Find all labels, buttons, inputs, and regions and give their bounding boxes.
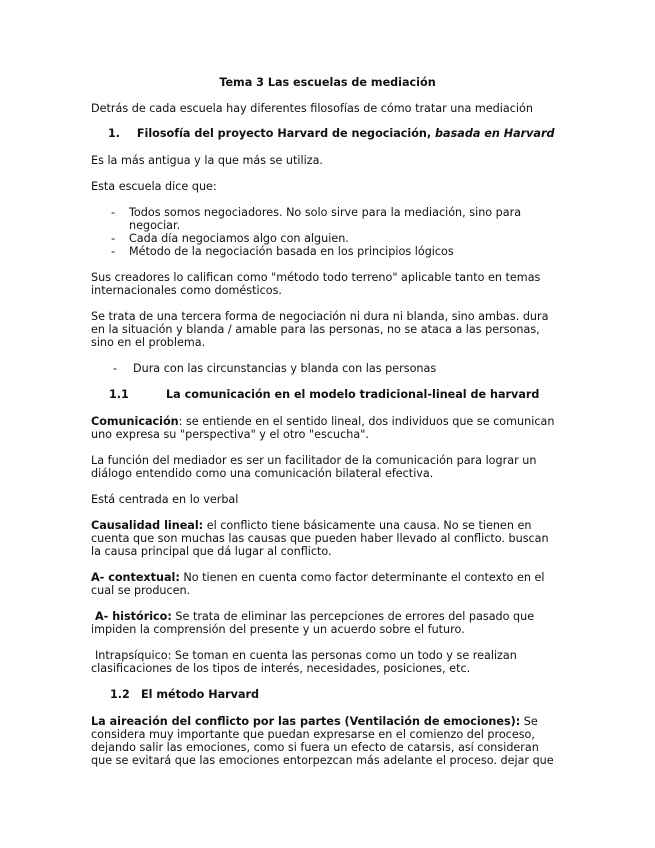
acontextual-line2: cual se producen. xyxy=(91,584,191,597)
section-1-1-number: 1.1 xyxy=(109,388,129,401)
funcion-line1: La función del mediador es ser un facilitador de la comunicación para lograr un xyxy=(91,454,537,467)
paragraph-tercera-line3: sino en el problema. xyxy=(91,336,206,349)
ahistorico-line2: impiden la comprensión del presente y un acuerdo sobre el futuro. xyxy=(91,623,465,636)
ahistorico-label: A- histórico: xyxy=(95,610,172,623)
causalidad-line2: cuenta que son muchas las causas que pueden haber llevado al conflicto. buscan xyxy=(91,532,549,545)
acontextual-label: A- contextual: xyxy=(91,571,180,584)
bullet-item-3: Método de la negociación basada en los principios lógicos xyxy=(129,245,454,258)
causalidad-line3: la causa principal que dá lugar al conflicto. xyxy=(91,545,332,558)
bullet-dash: - xyxy=(111,206,116,219)
paragraph-escuela: Esta escuela dice que: xyxy=(91,180,217,193)
paragraph-antigua: Es la más antigua y la que más se utiliza. xyxy=(91,154,323,167)
causalidad-label: Causalidad lineal: xyxy=(91,519,204,532)
causalidad-text: el conflicto tiene básicamente una causa. No se tienen en xyxy=(203,519,532,532)
ahistorico-text: Se trata de eliminar las percepciones de errores del pasado que xyxy=(171,610,535,623)
paragraph-tercera-line1: Se trata de una tercera forma de negociación ni dura ni blanda, sino ambas. dura xyxy=(91,310,549,323)
bullet-dash: - xyxy=(111,245,116,258)
aireacion-label: La aireación del conflicto por las partes (Ventilación de emociones): xyxy=(91,715,521,728)
section-1-1-title: La comunicación en el modelo tradicional-lineal de harvard xyxy=(166,388,540,401)
aireacion-text: Se xyxy=(520,715,538,728)
intrapsiquico-line2: clasificaciones de los tipos de interés, necesidades, posiciones, etc. xyxy=(91,662,471,675)
comunicacion-line2: uno expresa su "perspectiva" y el otro "escucha". xyxy=(91,428,369,441)
paragraph-creadores-line1: Sus creadores lo califican como "método todo terreno" aplicable tanto en temas xyxy=(91,271,541,284)
bullet-item-1-line1: Todos somos negociadores. No solo sirve para la mediación, sino para xyxy=(129,206,522,219)
aireacion-line3: dejando salir las emociones, como si fuera un efecto de catarsis, así consideran xyxy=(91,741,539,754)
section-1-heading xyxy=(108,127,555,141)
paragraph-creadores-line2: internacionales como domésticos. xyxy=(91,284,282,297)
bullet-item-1-line2: negociar. xyxy=(129,219,181,232)
aireacion-line1 xyxy=(91,715,538,729)
intrapsiquico-line1: Intrapsíquico: Se toman en cuenta las personas como un todo y se realizan xyxy=(95,649,517,662)
aireacion-line2: considera muy importante que puedan expresarse en el comienzo del proceso, xyxy=(91,728,535,741)
causalidad-line1 xyxy=(91,519,531,533)
section-1-number: 1. xyxy=(108,127,121,140)
paragraph-verbal: Está centrada en lo verbal xyxy=(91,493,239,506)
bullet-dash: - xyxy=(111,232,116,245)
comunicacion-line1 xyxy=(91,415,554,429)
section-1-title-italic: basada en Harvard xyxy=(435,127,555,140)
bullet-item-2: Cada día negociamos algo con alguien. xyxy=(129,232,349,245)
acontextual-text: No tienen en cuenta como factor determinante el contexto en el xyxy=(179,571,545,584)
bullet-dash: - xyxy=(113,362,118,375)
aireacion-line4: que se evitará que las emociones entorpezcan más adelante el proceso. dejar que xyxy=(91,754,554,767)
section-1-2-number: 1.2 xyxy=(110,688,130,701)
bullet-dura: Dura con las circunstancias y blanda con las personas xyxy=(133,362,437,375)
intro-paragraph: Detrás de cada escuela hay diferentes filosofías de cómo tratar una mediación xyxy=(91,102,533,115)
comunicacion-label: Comunicación xyxy=(91,415,179,428)
section-1-title: Filosofía del proyecto Harvard de negociación, xyxy=(136,127,432,140)
paragraph-tercera-line2: en la situación y blanda / amable para las personas, no se ataca a las personas, xyxy=(91,323,540,336)
section-1-2-title: El método Harvard xyxy=(141,688,260,701)
acontextual-line1 xyxy=(91,571,544,585)
comunicacion-text: : se entiende en el sentido lineal, dos individuos que se comunican xyxy=(178,415,555,428)
page-title: Tema 3 Las escuelas de mediación xyxy=(219,76,436,89)
ahistorico-line1 xyxy=(95,610,534,624)
funcion-line2: diálogo entendido como una comunicación bilateral efectiva. xyxy=(91,467,434,480)
